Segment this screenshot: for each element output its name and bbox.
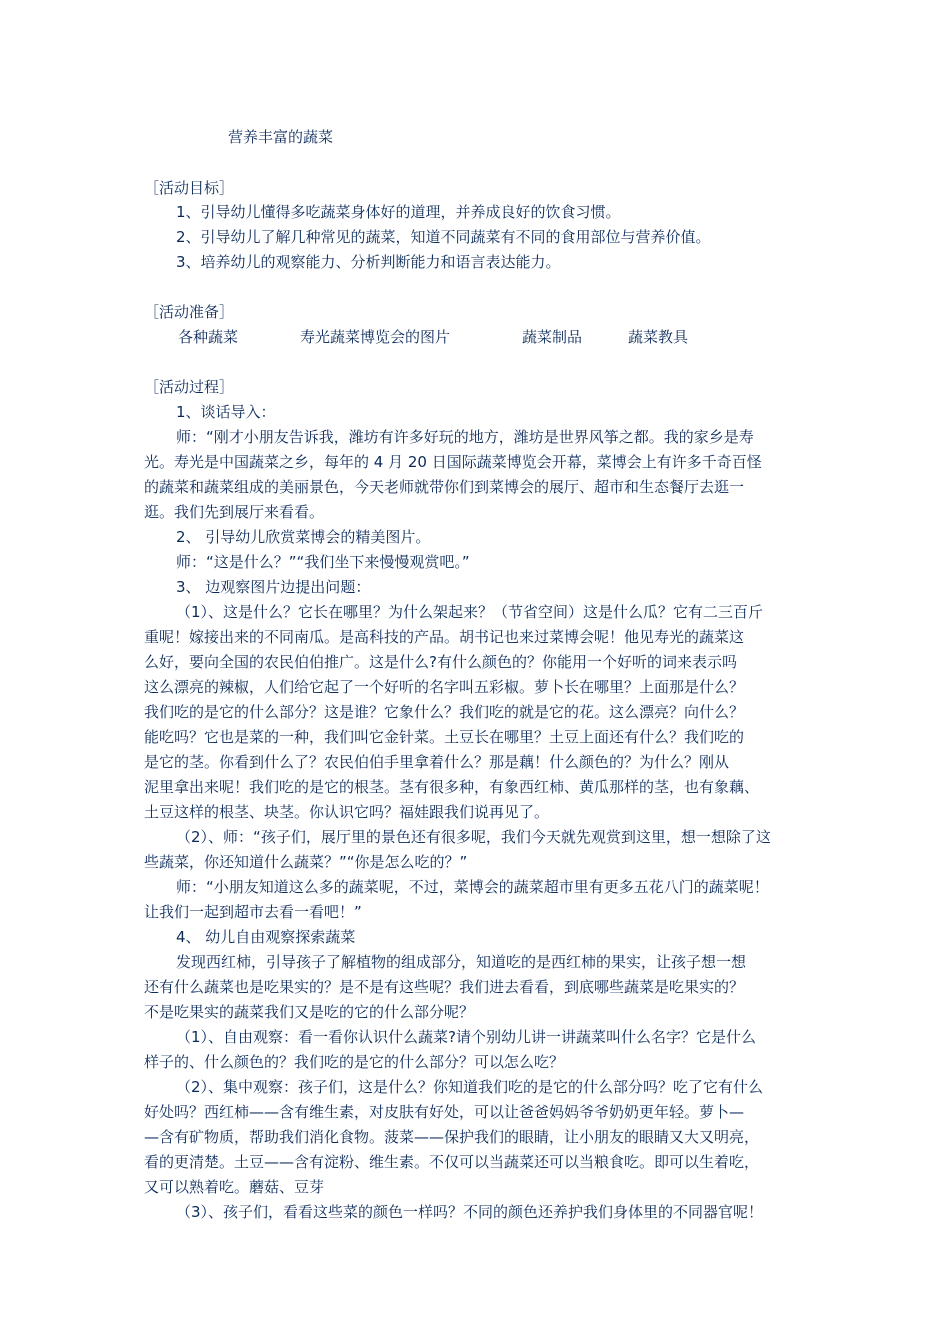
prep-heading: ［活动准备］ xyxy=(144,303,235,321)
process-line: 2、 引导幼儿欣赏菜博会的精美图片。 xyxy=(176,528,431,546)
prep-item: 蔬菜制品 xyxy=(522,328,583,346)
process-line: （1）、自由观察：看一看你认识什么蔬菜?请个别幼儿讲一讲蔬菜叫什么名字？它是什么 xyxy=(176,1028,757,1046)
process-line: 土豆这样的根茎、块茎。你认识它吗？福娃跟我们说再见了。 xyxy=(144,803,550,821)
process-line: —含有矿物质，帮助我们消化食物。菠菜——保护我们的眼睛，让小朋友的眼睛又大又明亮， xyxy=(144,1128,760,1146)
process-line: 3、 边观察图片边提出问题： xyxy=(176,578,371,596)
process-line: 的蔬菜和蔬菜组成的美丽景色，今天老师就带你们到菜博会的展厅、超市和生态餐厅去逛一 xyxy=(144,478,745,496)
process-line: 又可以熟着吃。蘑菇、豆芽 xyxy=(144,1178,325,1196)
process-line: 这么漂亮的辣椒，人们给它起了一个好听的名字叫五彩椒。萝卜长在哪里？上面那是什么？ xyxy=(144,678,745,696)
process-line: 看的更清楚。土豆——含有淀粉、维生素。不仅可以当蔬菜还可以当粮食吃。即可以生着吃， xyxy=(144,1153,760,1171)
process-line: 好处吗？西红柿——含有维生素，对皮肤有好处，可以让爸爸妈妈爷爷奶奶更年轻。萝卜— xyxy=(144,1103,745,1121)
process-line: 师：“刚才小朋友告诉我，潍坊有许多好玩的地方，潍坊是世界风筝之都。我的家乡是寿 xyxy=(176,428,754,446)
goal-item: 1、引导幼儿懂得多吃蔬菜身体好的道理，并养成良好的饮食习惯。 xyxy=(176,203,621,221)
process-line: 我们吃的是它的什么部分？这是谁？它象什么？我们吃的就是它的花。这么漂亮？向什么？ xyxy=(144,703,745,721)
goals-heading: ［活动目标］ xyxy=(144,179,235,197)
process-line: 4、 幼儿自由观察探索蔬菜 xyxy=(176,928,356,946)
process-line: 发现西红柿，引导孩子了解植物的组成部分，知道吃的是西红柿的果实，让孩子想一想 xyxy=(176,953,747,971)
prep-items xyxy=(0,325,810,349)
prep-item: 寿光蔬菜博览会的图片 xyxy=(300,328,451,346)
process-line: 么好，要向全国的农民伯伯推广。这是什么?有什么颜色的？你能用一个好听的词来表示吗 xyxy=(144,653,737,671)
process-heading: ［活动过程］ xyxy=(144,378,235,396)
prep-item: 蔬菜教具 xyxy=(628,328,689,346)
process-line: （2）、集中观察：孩子们，这是什么？你知道我们吃的是它的什么部分吗？吃了它有什么 xyxy=(176,1078,764,1096)
process-line: 不是吃果实的蔬菜我们又是吃的它的什么部分呢？ xyxy=(144,1003,475,1021)
prep-item: 各种蔬菜 xyxy=(178,328,239,346)
process-line: 些蔬菜，你还知道什么蔬菜？”“你是怎么吃的？” xyxy=(144,853,468,871)
process-line: （2）、师：“孩子们，展厅里的景色还有很多呢，我们今天就先观赏到这里，想一想除了这 xyxy=(176,828,771,846)
goal-item: 3、培养幼儿的观察能力、分析判断能力和语言表达能力。 xyxy=(176,253,561,271)
process-line: 泥里拿出来呢！我们吃的是它的根茎。茎有很多种，有象西红柿、黄瓜那样的茎，也有象藕、 xyxy=(144,778,760,796)
process-line: 师：“这是什么？”“我们坐下来慢慢观赏吧。” xyxy=(176,553,470,571)
document-title: 营养丰富的蔬菜 xyxy=(228,128,334,146)
process-line: 光。寿光是中国蔬菜之乡，每年的 4 月 20 日国际蔬菜博览会开幕，菜博会上有许多千奇百怪 xyxy=(144,453,762,471)
process-line: 让我们一起到超市去看一看吧！” xyxy=(144,903,362,921)
process-line: 是它的茎。你看到什么了？农民伯伯手里拿着什么？那是藕！什么颜色的？为什么？刚从 xyxy=(144,753,730,771)
process-line: 还有什么蔬菜也是吃果实的？是不是有这些呢？我们进去看看，到底哪些蔬菜是吃果实的？ xyxy=(144,978,745,996)
process-line: 师：“小朋友知道这么多的蔬菜呢，不过，菜博会的蔬菜超市里有更多五花八门的蔬菜呢！ xyxy=(176,878,769,896)
process-line: 重呢！嫁接出来的不同南瓜。是高科技的产品。胡书记也来过菜博会呢！他见寿光的蔬菜这 xyxy=(144,628,745,646)
process-line: 逛。我们先到展厅来看看。 xyxy=(144,503,325,521)
process-line: （1）、这是什么？它长在哪里？为什么架起来？（节省空间）这是什么瓜？它有二三百斤 xyxy=(176,603,764,621)
process-line: （3）、孩子们，看看这些菜的颜色一样吗？不同的颜色还养护我们身体里的不同器官呢！ xyxy=(176,1203,764,1221)
process-line: 样子的、什么颜色的？我们吃的是它的什么部分？可以怎么吃？ xyxy=(144,1053,565,1071)
goal-item: 2、引导幼儿了解几种常见的蔬菜，知道不同蔬菜有不同的食用部位与营养价值。 xyxy=(176,228,711,246)
process-line: 能吃吗？它也是菜的一种，我们叫它金针菜。土豆长在哪里？土豆上面还有什么？我们吃的 xyxy=(144,728,745,746)
process-line: 1、谈话导入： xyxy=(176,403,276,421)
